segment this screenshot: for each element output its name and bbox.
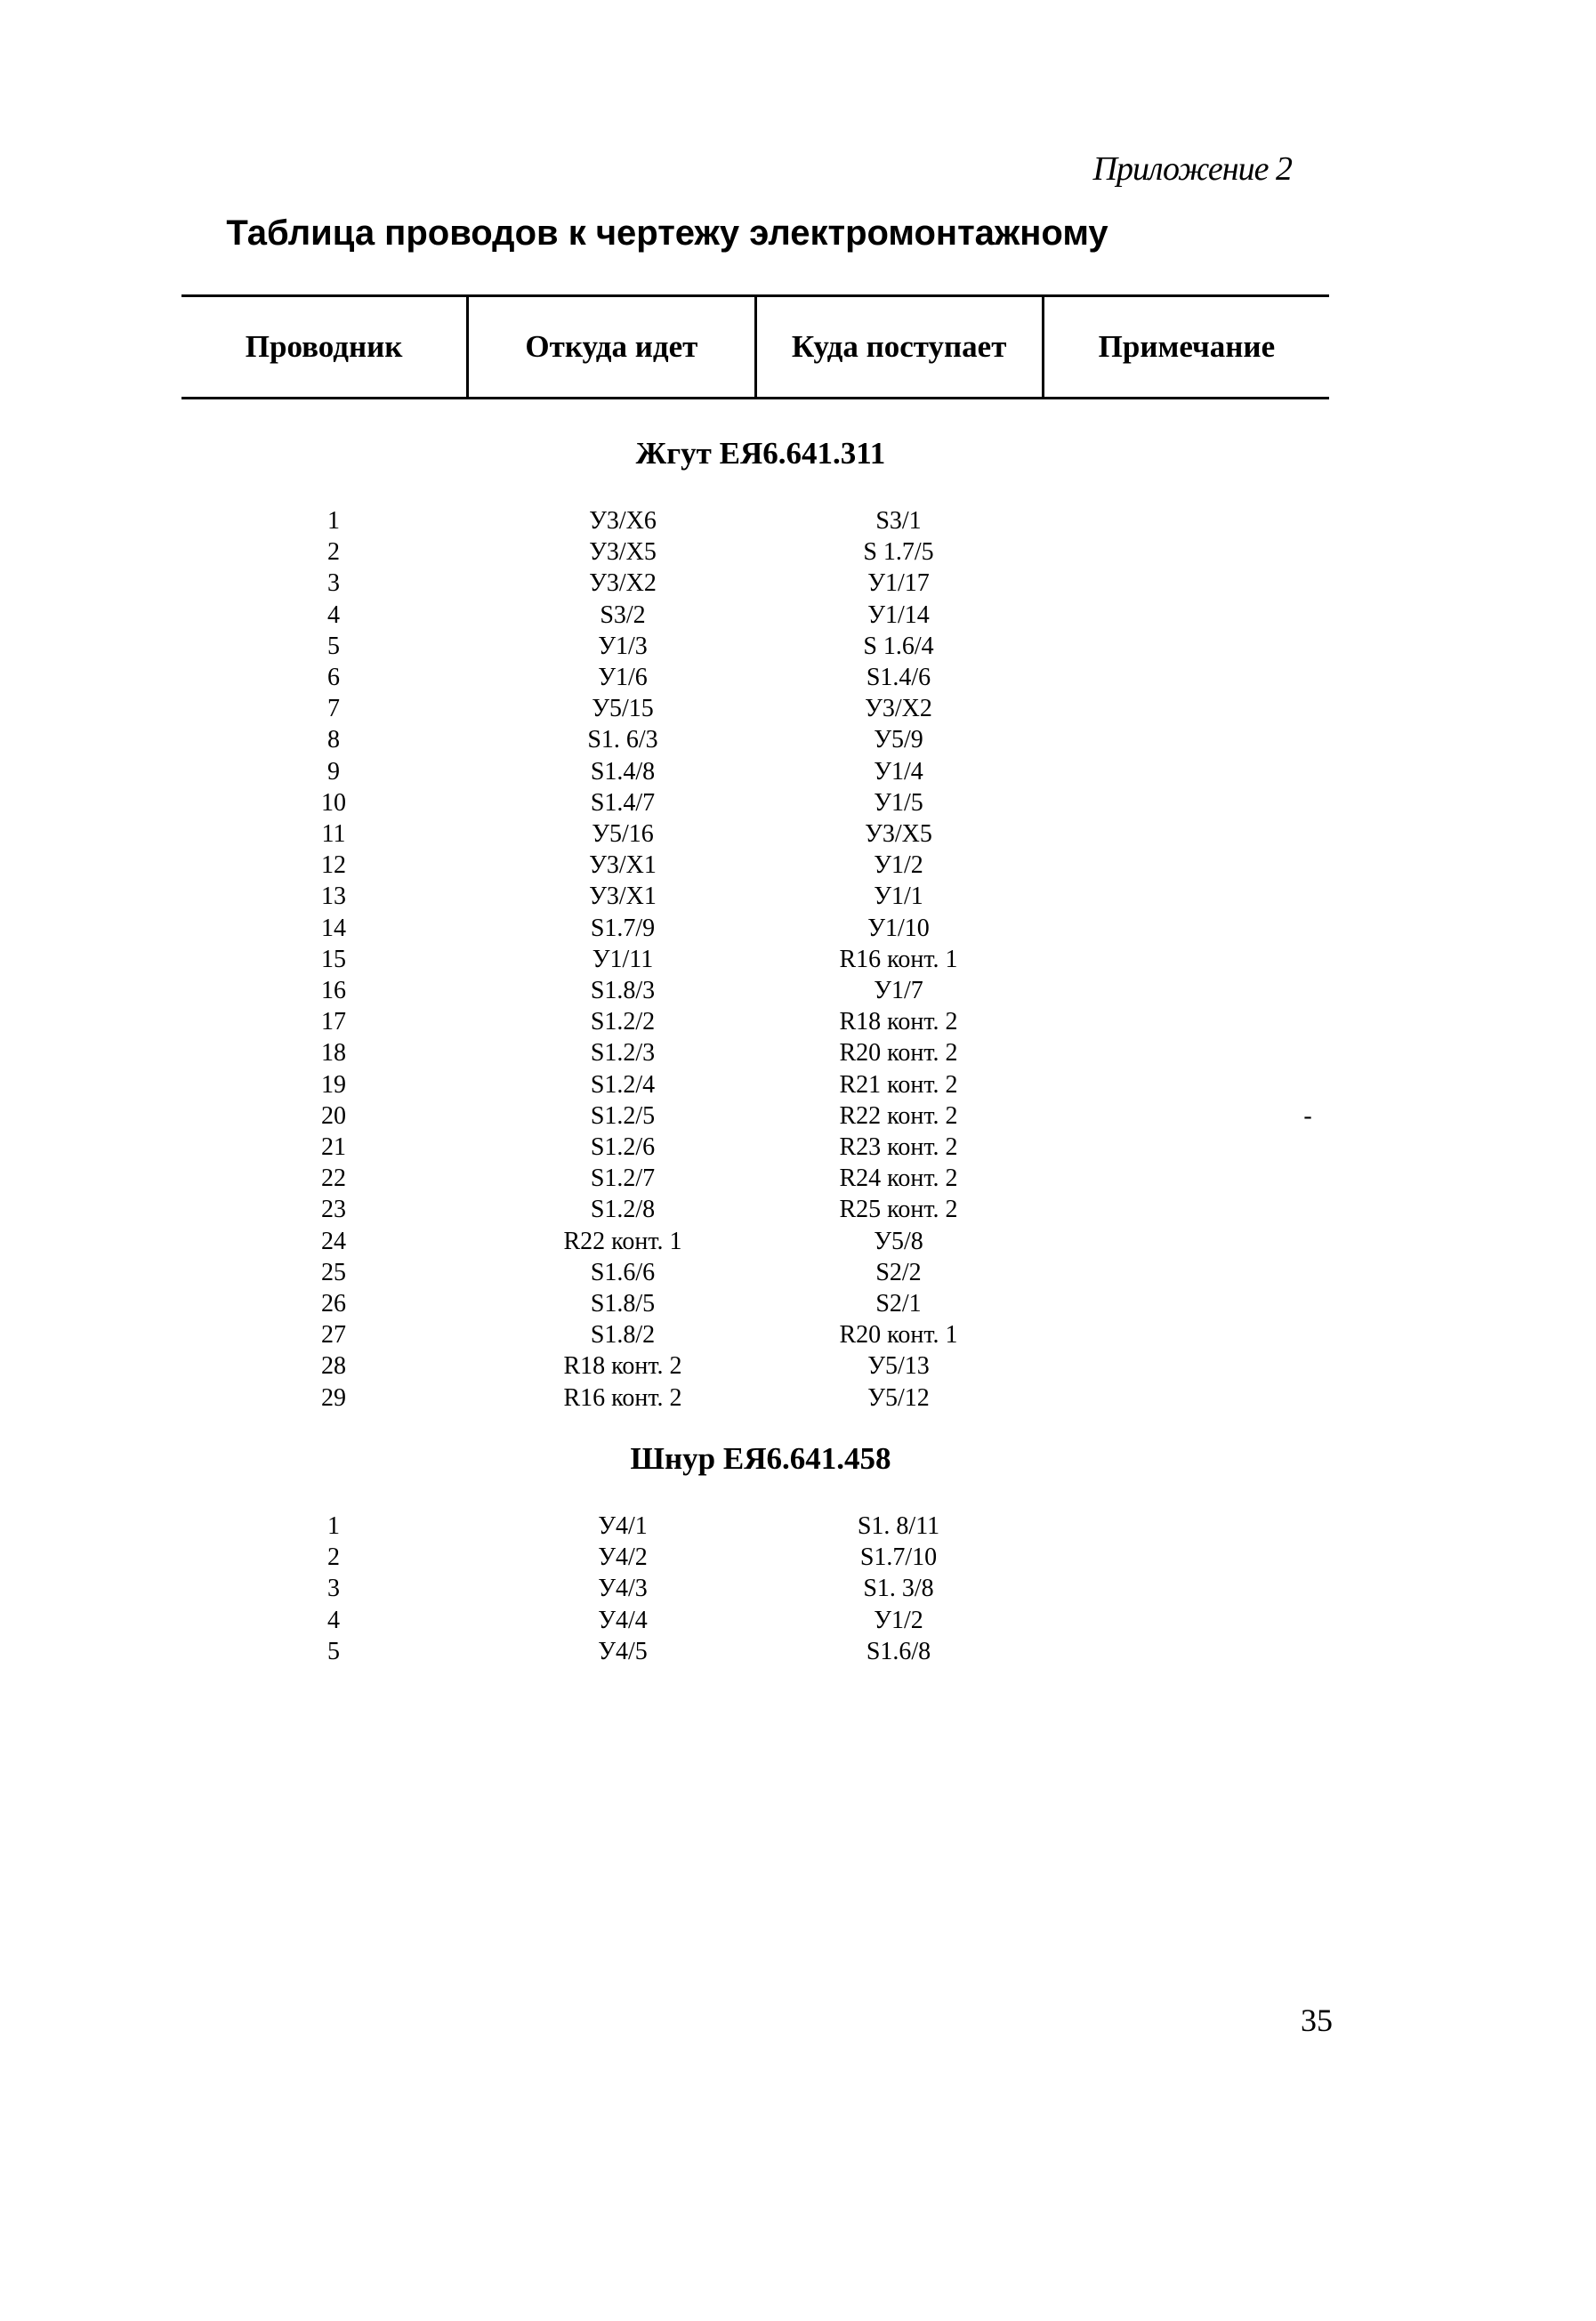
cell-n: 2 [327,1543,340,1572]
cell-n: 3 [327,569,340,598]
cell-n: 3 [327,1575,340,1603]
cell-from: S1.8/2 [590,1321,656,1350]
table-row [0,536,1596,568]
table-row [0,1605,1596,1637]
cell-n: 21 [321,1133,346,1161]
cell-n: 11 [321,820,346,848]
table-row [0,944,1596,976]
cell-n: 20 [321,1101,346,1130]
cell-to: S 1.7/5 [863,538,934,567]
table-row [0,662,1596,694]
cell-to: R25 конт. 2 [839,1196,958,1224]
cell-to: У5/8 [874,1227,923,1255]
cell-from: У5/16 [592,820,654,848]
cell-n: 4 [327,1606,340,1634]
cell-to: R21 конт. 2 [839,1070,958,1099]
cell-from: S1.8/3 [590,977,656,1004]
cell-from: S1.4/7 [590,788,656,817]
table-header [181,294,1329,399]
cell-to: S1.6/8 [866,1637,931,1665]
cell-from: S1.7/9 [590,914,656,942]
table-row [0,1194,1596,1226]
section-title: Шнур ЕЯ6.641.458 [630,1441,891,1476]
cell-to: S2/2 [875,1258,922,1286]
cell-from: R16 конт. 2 [563,1383,682,1412]
cell-from: S1.2/5 [590,1101,656,1130]
cell-from: S1.2/2 [590,1008,656,1036]
table-row [0,1350,1596,1382]
cell-n: 19 [321,1070,346,1099]
cell-to: У5/9 [874,726,923,754]
cell-to: S 1.6/4 [863,632,934,660]
cell-from: S1.4/8 [590,757,656,786]
cell-n: 26 [321,1290,346,1318]
cell-to: R22 конт. 2 [839,1101,958,1130]
table-row [0,1288,1596,1320]
table-row [0,1257,1596,1289]
cell-n: 14 [321,914,346,942]
cell-to: У1/4 [874,757,923,786]
cell-from: У1/6 [598,664,648,691]
cell-to: R20 конт. 1 [839,1321,958,1350]
header-note: Примечание [1098,329,1276,364]
table-row [0,1636,1596,1668]
cell-from: S1.2/7 [590,1165,656,1193]
cell-from: У3/Х1 [589,882,657,911]
cell-n: 1 [327,507,340,535]
table-row [0,1226,1596,1258]
cell-from: R18 конт. 2 [563,1352,682,1381]
cell-from: S1.2/6 [590,1133,656,1161]
cell-n: 13 [321,882,346,911]
cell-n: 7 [327,695,340,723]
cell-to: У1/10 [867,914,930,942]
cell-n: 2 [327,538,340,567]
cell-from: У3/Х2 [589,569,657,598]
cell-from: У3/Х5 [589,538,657,567]
cell-from: У1/11 [592,945,654,973]
cell-to: S1.4/6 [866,664,931,691]
cell-n: 25 [321,1258,346,1286]
cell-from: У3/Х6 [589,507,657,535]
cell-n: 1 [327,1512,340,1540]
cell-to: R16 конт. 1 [839,945,958,973]
cell-from: У4/4 [598,1606,648,1634]
cell-from: S1. 6/3 [587,726,658,754]
cell-n: 28 [321,1352,346,1381]
cell-to: S1. 8/11 [857,1512,940,1540]
cell-n: 12 [321,851,346,880]
cell-from: S1.2/4 [590,1070,656,1099]
cell-from: У4/5 [598,1637,648,1665]
cell-to: У5/12 [867,1383,930,1412]
cell-from: S1.8/5 [590,1290,656,1318]
table-row [0,787,1596,819]
cell-from: У4/1 [598,1512,648,1540]
table-row [0,1006,1596,1038]
table-row [0,631,1596,663]
table-row [0,1319,1596,1351]
cell-to: R20 конт. 2 [839,1039,958,1068]
cell-n: 15 [321,945,346,973]
table-row [0,724,1596,756]
table-row [0,881,1596,913]
cell-from: У1/3 [598,632,648,660]
cell-from: S3/2 [600,600,646,629]
cell-to: У1/2 [874,851,923,880]
cell-n: 22 [321,1165,346,1193]
table-row [0,913,1596,945]
cell-to: У1/7 [874,977,923,1004]
cell-to: У3/Х2 [865,695,932,723]
cell-from: У3/Х1 [589,851,657,880]
cell-from: S1.2/3 [590,1039,656,1068]
cell-to: R23 конт. 2 [839,1133,958,1161]
cell-n: 4 [327,600,340,629]
cell-n: 17 [321,1008,346,1036]
cell-to: S2/1 [875,1290,922,1318]
cell-to: R24 конт. 2 [839,1165,958,1193]
cell-n: 27 [321,1321,346,1350]
cell-from: S1.2/8 [590,1196,656,1224]
table-row [0,850,1596,882]
cell-to: У1/17 [867,569,930,598]
cell-from: R22 конт. 1 [563,1227,682,1255]
table-row [0,568,1596,600]
table-row [0,1100,1596,1132]
cell-to: У5/13 [867,1352,930,1381]
cell-from: У4/2 [598,1543,648,1572]
cell-n: 8 [327,726,340,754]
table-row [0,1069,1596,1101]
cell-to: У1/2 [874,1606,923,1634]
page-number: 35 [1301,2003,1333,2038]
section-title: Жгут ЕЯ6.641.311 [635,436,886,471]
table-row [0,756,1596,788]
table-row [0,505,1596,537]
header-conductor: Проводник [181,297,469,397]
header-to: Куда поступает [757,297,1044,397]
cell-to: У1/1 [874,882,923,911]
cell-n: 16 [321,977,346,1004]
cell-to: У1/5 [874,788,923,817]
cell-n: 10 [321,788,346,817]
cell-n: 29 [321,1383,346,1412]
cell-to: У3/Х5 [865,820,932,848]
header-from: Откуда идет [469,297,756,397]
cell-to: S1.7/10 [859,1543,938,1572]
table-row [0,600,1596,632]
table-row [0,693,1596,725]
page-title: Таблица проводов к чертежу электромонтажному [226,214,1108,253]
table-row [0,1382,1596,1414]
table-row [0,1037,1596,1069]
table-row [0,1573,1596,1605]
table-row [0,975,1596,1007]
appendix-label: Приложение 2 [1092,150,1292,188]
table-row [0,1511,1596,1543]
table-row [0,1132,1596,1164]
cell-n: 24 [321,1227,346,1255]
cell-from: У5/15 [592,695,654,723]
cell-from: У4/3 [598,1575,648,1603]
table-row [0,1542,1596,1574]
cell-to: S3/1 [875,507,922,535]
table-row [0,818,1596,850]
cell-n: 5 [327,632,340,660]
cell-n: 23 [321,1196,346,1224]
table-row [0,1163,1596,1195]
cell-from: S1.6/6 [590,1258,656,1286]
cell-n: 6 [327,664,340,691]
cell-n: 5 [327,1637,340,1665]
cell-n: 18 [321,1039,346,1068]
cell-n: 9 [327,757,340,786]
cell-to: У1/14 [867,600,930,629]
cell-note: - [1303,1101,1312,1130]
cell-to: R18 конт. 2 [839,1008,958,1036]
cell-to: S1. 3/8 [863,1575,934,1603]
